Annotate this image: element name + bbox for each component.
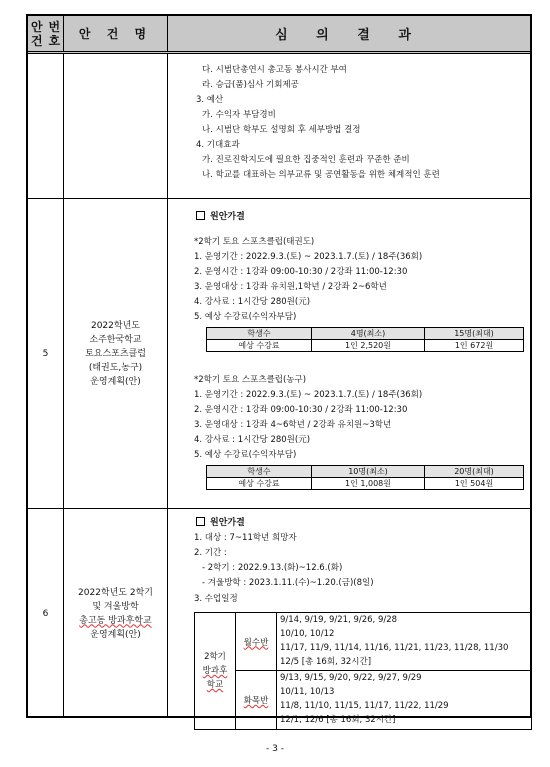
table-header-cell: 4명(최소) <box>312 328 425 340</box>
title-line: 운영계획(안) <box>90 629 141 640</box>
row-result-cell <box>168 54 530 198</box>
checkbox-square-icon <box>196 211 205 220</box>
table-cell: 1인 1,008원 <box>312 478 425 490</box>
date-line: 12/1, 12/6 [총 16회, 32시간] <box>280 715 396 725</box>
text-line: 5. 예상 수강료(수익자부담) <box>194 450 297 460</box>
text-line: 1. 대상 : 7~11학년 희망자 <box>194 533 297 543</box>
schedule-label-line: 학교 <box>206 680 224 690</box>
table-cell: 1인 672원 <box>425 340 524 352</box>
approval-heading: 원안가결 <box>196 517 245 529</box>
table-header-cell: 학생수 <box>207 466 312 478</box>
text-line: 2. 기간 : <box>194 548 227 558</box>
header-title: 안 건 명 <box>64 16 168 51</box>
text-line: 4. 강사료 : 1시간당 280원(元) <box>194 297 311 307</box>
class-name-cell <box>235 612 277 671</box>
section-title: *2학기 토요 스포츠클럽(농구) <box>194 375 307 385</box>
fee-table-basketball <box>206 465 524 490</box>
date-line: 9/14, 9/19, 9/21, 9/26, 9/28 <box>280 615 398 625</box>
date-line: 9/13, 9/15, 9/20, 9/22, 9/27, 9/29 <box>280 673 422 683</box>
class-dates-cell <box>276 612 532 671</box>
title-line: 운영계획(안) <box>90 376 141 387</box>
text-line: 2. 운영시간 : 1강좌 09:00-10:30 / 2강좌 11:00-12:30 <box>194 267 408 277</box>
class-name: 월수반 <box>243 637 269 648</box>
text-line: 가. 진로진학지도에 필요한 집중적인 훈련과 꾸준한 준비 <box>202 155 410 165</box>
row-number: 6 <box>28 509 64 718</box>
table-header <box>28 16 530 54</box>
table-row-5 <box>28 199 530 509</box>
section-title: *2학기 토요 스포츠클럽(태권도) <box>194 237 315 247</box>
schedule-label-cell <box>194 612 236 730</box>
text-line: 3. 예산 <box>196 95 224 105</box>
text-line: 3. 운영대상 : 1강좌 4~6학년 / 2강좌 유치원~3학년 <box>194 420 392 430</box>
text-line: 나. 학교를 대표하는 의부교류 및 공연활동을 위한 체계적인 훈련 <box>202 170 440 180</box>
page-number: - 3 - <box>266 744 284 754</box>
row-title <box>64 509 168 718</box>
title-line: 2022학년도 <box>90 320 140 331</box>
text-line: 5. 예상 수강료(수익자부담) <box>194 312 297 322</box>
table-cell: 1인 2,520원 <box>312 340 425 352</box>
row-result <box>168 509 530 725</box>
text-line: 1. 운영기간 : 2022.9.3.(토) ~ 2023.1.7.(토) / 18주(36회) <box>194 252 423 262</box>
title-line: 총고동 방과후학교 <box>79 615 152 626</box>
table-header-cell: 20명(최대) <box>425 466 524 478</box>
header-number-line2: 번호 <box>48 19 61 48</box>
date-line: 10/11, 10/13 <box>280 687 335 697</box>
text-line: 라. 승급(품)심사 기회제공 <box>202 80 299 90</box>
header-number <box>28 16 64 51</box>
table-row-continuation <box>28 54 530 199</box>
title-line: (태권도,농구) <box>88 362 143 373</box>
checkbox-square-icon <box>196 517 205 526</box>
text-line: 가. 수익자 부담경비 <box>202 110 276 120</box>
text-line: 2. 운영시간 : 1강좌 09:00-10:30 / 2강좌 11:00-12:30 <box>194 405 408 415</box>
row-title-cell <box>64 54 168 198</box>
text-line: 3. 운영대상 : 1강좌 유치원,1학년 / 2강좌 2~6학년 <box>194 282 387 292</box>
schedule-label-line: 2학기 <box>204 652 226 662</box>
title-line: 토요스포츠클럽 <box>85 348 146 359</box>
text-line: 4. 강사료 : 1시간당 280원(元) <box>194 435 311 445</box>
table-header-cell: 15명(최대) <box>425 328 524 340</box>
row-number: 5 <box>28 199 64 508</box>
text-line: 나. 시범단 학부도 설명회 후 세부방법 결정 <box>202 125 361 135</box>
class-dates-cell <box>276 670 532 730</box>
text-line: 3. 수업일정 <box>194 594 238 604</box>
row-title <box>64 199 168 508</box>
approval-heading: 원안가결 <box>196 211 245 223</box>
text-line: 1. 운영기간 : 2022.9.3.(토) ~ 2023.1.7.(토) / 18주(36회) <box>194 390 423 400</box>
text-line: 다. 시범단총연시 총고동 봉사시간 부여 <box>202 65 347 75</box>
fee-table-taekwondo <box>206 327 524 352</box>
title-line: 및 겨울방학 <box>92 601 139 612</box>
table-header-cell: 학생수 <box>207 328 312 340</box>
date-line: 11/17, 11/9, 11/14, 11/16, 11/21, 11/23, 11/28, 11/30 <box>280 643 509 653</box>
header-result: 심 의 결 과 <box>275 28 423 43</box>
row-number-cell <box>28 54 64 198</box>
table-row-6 <box>28 509 530 725</box>
table-cell: 예상 수강료 <box>207 478 312 490</box>
date-line: 11/8, 11/10, 11/15, 11/17, 11/22, 11/29 <box>280 701 449 711</box>
class-name: 화목반 <box>243 696 269 706</box>
class-name-cell <box>235 670 277 730</box>
header-number-line1: 안건 <box>30 19 43 48</box>
date-line: 10/10, 10/12 <box>280 629 335 639</box>
text-line: 4. 기대효과 <box>196 140 240 150</box>
title-line: 2022학년도 2학기 <box>78 587 153 598</box>
table-cell: 1인 504원 <box>425 478 524 490</box>
schedule-label-line: 방과후 <box>202 666 228 676</box>
document-table <box>26 14 532 725</box>
text-line: - 겨울방학 : 2023.1.11.(수)~1.20.(금)(8일) <box>202 578 374 588</box>
date-line: 12/5 [총 16회, 32시간] <box>280 657 372 667</box>
table-header-cell: 10명(최소) <box>312 466 425 478</box>
text-line: - 2학기 : 2022.9.13.(화)~12.6.(화) <box>202 563 343 573</box>
row-result <box>168 199 530 508</box>
table-cell: 예상 수강료 <box>207 340 312 352</box>
title-line: 소주한국학교 <box>89 334 142 345</box>
